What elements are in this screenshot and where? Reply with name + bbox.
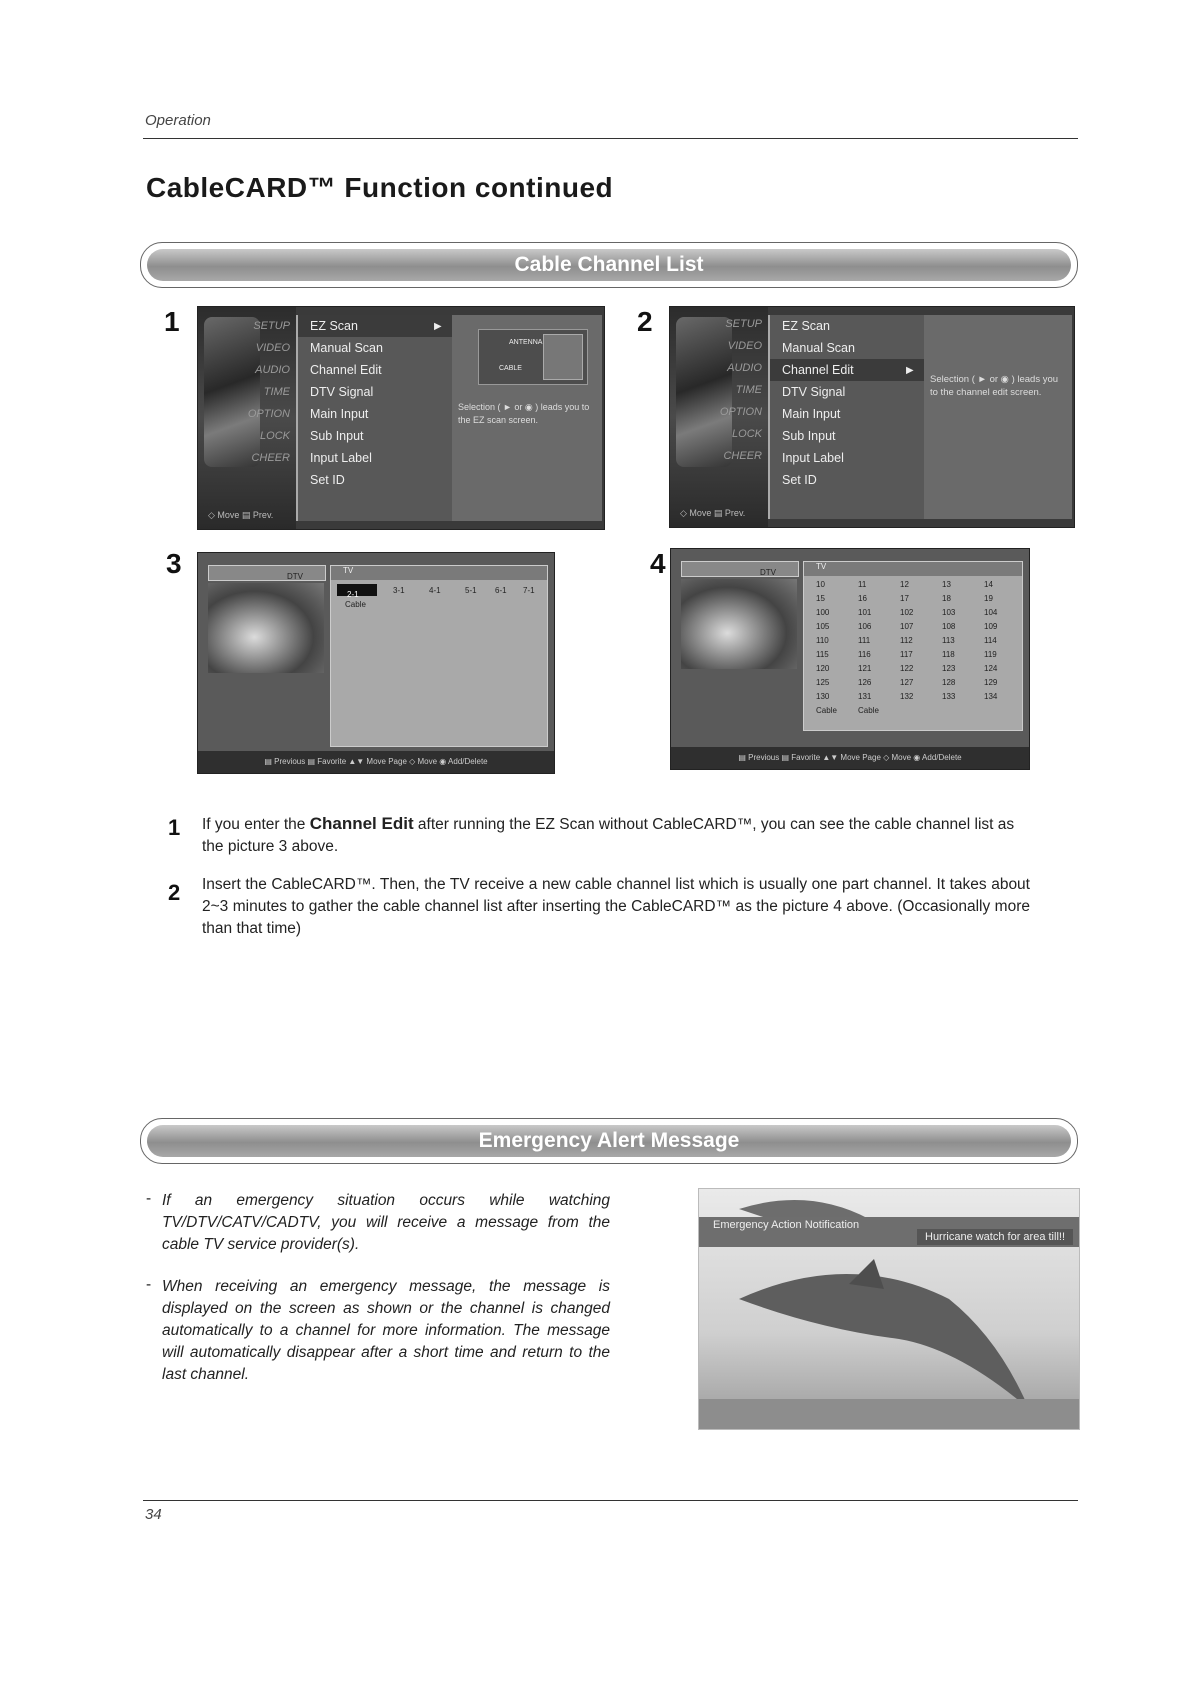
channel-cell[interactable]: 120 — [816, 664, 830, 673]
dtv-tab[interactable]: DTV — [681, 561, 799, 577]
section-label: Operation — [145, 112, 211, 129]
setup-menu-list — [768, 315, 924, 519]
channel-cell[interactable]: 14 — [984, 580, 993, 589]
step-number-1: 1 — [168, 815, 181, 840]
channel-cell[interactable]: Cable — [816, 706, 837, 715]
channel-cell[interactable]: 132 — [900, 692, 914, 701]
channel-cell[interactable]: 111 — [858, 636, 871, 645]
side-item: AUDIO — [255, 364, 290, 376]
menu-item-set-id[interactable]: Set ID — [782, 473, 817, 487]
channel-cell[interactable]: 3-1 — [393, 586, 405, 595]
channel-cell[interactable]: 134 — [984, 692, 998, 701]
side-item: CHEER — [723, 450, 762, 462]
channel-cell[interactable]: 126 — [858, 678, 872, 687]
menu-item-set-id[interactable]: Set ID — [310, 473, 345, 487]
alert-bullet-1: If an emergency situation occurs while watching TV/DTV/CATV/CADTV, you will receive a message from the cable TV service provider(s). — [162, 1192, 610, 1253]
page-title: CableCARD™ Function continued — [146, 172, 614, 203]
cable-label: CABLE — [499, 365, 522, 372]
arrow-right-icon: ► — [431, 319, 444, 333]
channel-cell[interactable]: 102 — [900, 608, 914, 617]
emergency-alert-screenshot — [698, 1188, 1080, 1430]
dtv-tab[interactable]: DTV — [208, 565, 326, 581]
menu-item-input-label[interactable]: Input Label — [782, 451, 844, 465]
channel-cell[interactable]: 6-1 — [495, 586, 507, 595]
emergency-alert-banner — [140, 1118, 1078, 1164]
setup-menu-screen-1 — [197, 306, 605, 530]
channel-cell[interactable]: 104 — [984, 608, 998, 617]
channel-cell[interactable]: 117 — [900, 650, 913, 659]
channel-cell[interactable]: 107 — [900, 622, 914, 631]
panel-number-2: 2 — [637, 306, 653, 337]
channel-cell[interactable]: 103 — [942, 608, 956, 617]
antenna-label: ANTENNA — [509, 339, 543, 346]
menu-item-manual-scan[interactable]: Manual Scan — [782, 341, 855, 355]
channel-cell[interactable]: 124 — [984, 664, 998, 673]
step-text-1: If you enter the Channel Edit after running the EZ Scan without CableCARD™, you can see the cable channel list as the picture 3 above. — [202, 814, 1015, 855]
alert-bullet-2: When receiving an emergency message, the message is displayed on the screen as shown or the channel is changed automatically to a channel for more information. The message will automatically disappear after a short time and return to the last channel. — [162, 1278, 610, 1383]
channel-grid — [803, 561, 1023, 731]
side-item: OPTION — [719, 406, 762, 418]
channel-list-screen-3 — [197, 552, 555, 774]
channel-cell[interactable]: 115 — [816, 650, 829, 659]
menu-item-manual-scan[interactable]: Manual Scan — [310, 341, 383, 355]
channel-cell[interactable]: 4-1 — [429, 586, 441, 595]
channel-cell[interactable]: 16 — [858, 594, 867, 603]
channel-edit-help-panel — [924, 315, 1072, 519]
menu-item-ez-scan[interactable]: EZ Scan — [782, 319, 830, 333]
header-divider — [143, 138, 1078, 139]
setup-side-menu — [670, 307, 768, 527]
panel-number-4: 4 — [650, 548, 666, 579]
side-item: OPTION — [247, 408, 290, 420]
preview-image — [208, 583, 324, 673]
side-footer: ◇ Move ▤ Prev. — [680, 508, 746, 518]
channel-cell[interactable]: 101 — [858, 608, 872, 617]
menu-item-input-label[interactable]: Input Label — [310, 451, 372, 465]
menu-item-main-input[interactable]: Main Input — [782, 407, 841, 421]
channel-cell[interactable]: 133 — [942, 692, 956, 701]
channel-cell[interactable]: 121 — [858, 664, 872, 673]
channel-cell[interactable]: 100 — [816, 608, 830, 617]
channel-grid — [330, 565, 548, 747]
side-item: SETUP — [725, 318, 762, 330]
channel-edit-term: Channel Edit — [309, 814, 414, 833]
channel-cell[interactable]: 131 — [858, 692, 872, 701]
bullet-marker-1: - — [146, 1190, 152, 1207]
menu-item-sub-input[interactable]: Sub Input — [782, 429, 836, 443]
arrow-right-icon: ► — [903, 363, 916, 377]
side-item: LOCK — [260, 430, 290, 442]
tv-icon — [543, 334, 583, 380]
channel-cell[interactable]: 116 — [858, 650, 871, 659]
channel-cell[interactable]: 7-1 — [523, 586, 535, 595]
channel-cell[interactable]: 123 — [942, 664, 956, 673]
channel-cell[interactable]: 17 — [900, 594, 909, 603]
channel-cell[interactable]: 12 — [900, 580, 909, 589]
channel-cell[interactable]: 125 — [816, 678, 830, 687]
step-number-2: 2 — [168, 880, 181, 905]
channel-cell[interactable]: 119 — [984, 650, 997, 659]
footer-divider — [143, 1500, 1078, 1501]
side-item: VIDEO — [727, 340, 762, 352]
grid-header: TV — [331, 566, 547, 580]
panel-number-1: 1 — [164, 306, 180, 337]
cable-channel-list-banner — [140, 242, 1078, 288]
channel-cell[interactable]: 10 — [816, 580, 825, 589]
channel-list-screen-4 — [670, 548, 1030, 770]
side-item: TIME — [735, 384, 762, 396]
side-item: CHEER — [251, 452, 290, 464]
channel-cell[interactable]: 11 — [858, 580, 867, 589]
emergency-alert-banner-text: Emergency Alert Message — [147, 1125, 1071, 1157]
channel-edit-help-text: Selection ( ► or ◉ ) leads you to the channel edit screen. — [930, 374, 1059, 398]
channel-cell[interactable]: 127 — [900, 678, 914, 687]
channel-cell[interactable]: 19 — [984, 594, 993, 603]
menu-item-dtv-signal[interactable]: DTV Signal — [310, 385, 374, 399]
menu-item-channel-edit[interactable]: Channel Edit — [310, 363, 382, 377]
channel-cell[interactable]: 106 — [858, 622, 872, 631]
step-text-2: Insert the CableCARD™. Then, the TV receive a new cable channel list which is usually one part channel. It takes about 2~3 minutes to gather the cable channel list after inserting the CableCARD™ as the picture 4 above. (Occasionally more than that time) — [202, 876, 1030, 937]
side-item: SETUP — [253, 320, 290, 332]
channel-cells — [810, 580, 1018, 726]
channel-cell[interactable]: 128 — [942, 678, 956, 687]
menu-item-main-input[interactable]: Main Input — [310, 407, 369, 421]
channel-cell[interactable]: Cable — [858, 706, 879, 715]
panel-number-3: 3 — [166, 548, 182, 579]
channel-cell[interactable]: 109 — [984, 622, 998, 631]
channel-cell[interactable]: 5-1 — [465, 586, 477, 595]
channel-cell[interactable]: 105 — [816, 622, 830, 631]
ez-scan-help-panel — [452, 315, 602, 521]
channel-cell[interactable]: 110 — [816, 636, 829, 645]
scan-diagram — [478, 329, 588, 385]
channel-cell[interactable]: 108 — [942, 622, 956, 631]
channel-cell[interactable]: 15 — [816, 594, 825, 603]
alert-message: Hurricane watch for area till!! — [917, 1229, 1073, 1245]
menu-item-ez-scan[interactable]: EZ Scan ► — [298, 315, 452, 337]
grid-header: TV — [804, 562, 1022, 576]
channel-cell[interactable]: 118 — [942, 650, 955, 659]
setup-menu-screen-2 — [669, 306, 1075, 528]
alert-banner — [699, 1217, 1079, 1247]
menu-item-sub-input[interactable]: Sub Input — [310, 429, 364, 443]
menu-item-channel-edit[interactable]: Channel Edit ► — [770, 359, 924, 381]
side-item: VIDEO — [255, 342, 290, 354]
channel-cell[interactable]: 129 — [984, 678, 998, 687]
page-number: 34 — [145, 1506, 162, 1523]
menu-item-dtv-signal[interactable]: DTV Signal — [782, 385, 846, 399]
side-item: AUDIO — [727, 362, 762, 374]
channel-cell[interactable]: 13 — [942, 580, 951, 589]
setup-menu-list — [296, 315, 452, 521]
preview-image — [681, 579, 797, 669]
cable-channel-list-banner-text: Cable Channel List — [147, 249, 1071, 281]
side-item: TIME — [263, 386, 290, 398]
side-item: LOCK — [732, 428, 762, 440]
setup-side-menu — [198, 307, 296, 529]
channel-cell[interactable]: 112 — [900, 636, 913, 645]
side-footer: ◇ Move ▤ Prev. — [208, 510, 274, 520]
channel-cell[interactable]: 114 — [984, 636, 997, 645]
channel-cell[interactable]: Cable — [345, 600, 366, 609]
channel-cell[interactable]: 122 — [900, 664, 914, 673]
channel-cell[interactable]: 18 — [942, 594, 951, 603]
channel-cell[interactable]: 113 — [942, 636, 955, 645]
status-bar: ▤ Previous ▤ Favorite ▲▼ Move Page ◇ Move ◉ Add/Delete — [198, 751, 554, 773]
status-bar: ▤ Previous ▤ Favorite ▲▼ Move Page ◇ Move ◉ Add/Delete — [671, 747, 1029, 769]
selected-cell[interactable]: 2-1 — [337, 584, 377, 596]
channel-cell[interactable]: 130 — [816, 692, 830, 701]
ez-scan-help-text: Selection ( ► or ◉ ) leads you to the EZ scan screen. — [458, 402, 590, 425]
alert-title: Emergency Action Notification — [713, 1219, 860, 1231]
bullet-marker-2: - — [146, 1276, 152, 1293]
